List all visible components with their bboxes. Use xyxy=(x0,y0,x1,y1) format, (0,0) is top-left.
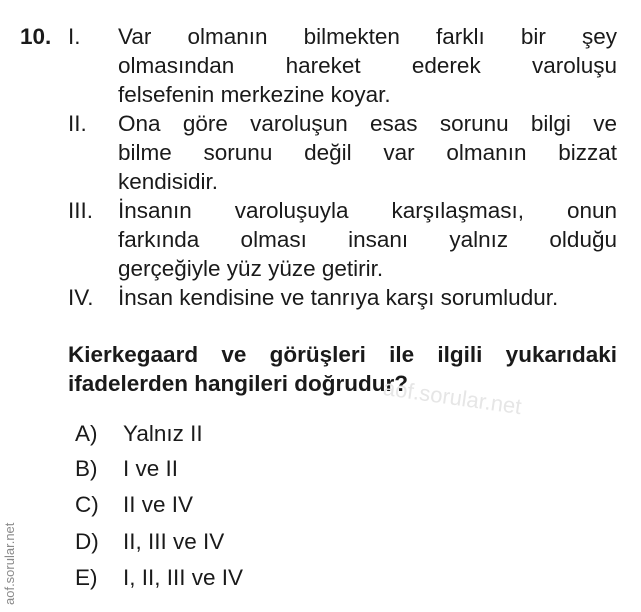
option-label-a[interactable]: A) xyxy=(75,421,98,446)
question-number: 10. xyxy=(20,24,52,49)
statement-numeral: I. xyxy=(68,24,81,49)
watermark: aof.sorular.net xyxy=(381,375,524,420)
statement-line: Var olmanın bilmekten farklı bir şey xyxy=(118,24,617,49)
question-prompt: ifadelerden hangileri doğrudur? xyxy=(68,371,409,396)
option-label-c[interactable]: C) xyxy=(75,492,99,517)
statement-line: kendisidir. xyxy=(118,169,219,194)
statement-line: gerçeğiyle yüz yüze getirir. xyxy=(118,256,384,281)
option-text-b[interactable]: I ve II xyxy=(123,456,179,481)
statement-numeral: IV. xyxy=(68,285,94,310)
option-label-e[interactable]: E) xyxy=(75,565,98,590)
statement-line: Ona göre varoluşun esas sorunu bilgi ve xyxy=(118,111,617,136)
option-label-d[interactable]: D) xyxy=(75,529,99,554)
statement-line: İnsan kendisine ve tanrıya karşı sorumludur. xyxy=(118,285,559,310)
statement-line: farkında olması insanı yalnız olduğu xyxy=(118,227,617,252)
option-text-e[interactable]: I, II, III ve IV xyxy=(123,565,244,590)
statement-line: bilme sorunu değil var olmanın bizzat xyxy=(118,140,617,165)
option-text-a[interactable]: Yalnız II xyxy=(123,421,203,446)
statement-numeral: II. xyxy=(68,111,87,136)
statement-numeral: III. xyxy=(68,198,94,223)
statement-line: İnsanın varoluşuyla karşılaşması, onun xyxy=(118,198,617,223)
option-text-d[interactable]: II, III ve IV xyxy=(123,529,225,554)
statement-line: olmasından hareket ederek varoluşu xyxy=(118,53,617,78)
option-text-c[interactable]: II ve IV xyxy=(123,492,194,517)
side-watermark: aof.sorular.net xyxy=(2,522,17,605)
question-prompt: Kierkegaard ve görüşleri ile ilgili yukarıdaki xyxy=(68,342,617,367)
option-label-b[interactable]: B) xyxy=(75,456,98,481)
statement-line: felsefenin merkezine koyar. xyxy=(118,82,391,107)
